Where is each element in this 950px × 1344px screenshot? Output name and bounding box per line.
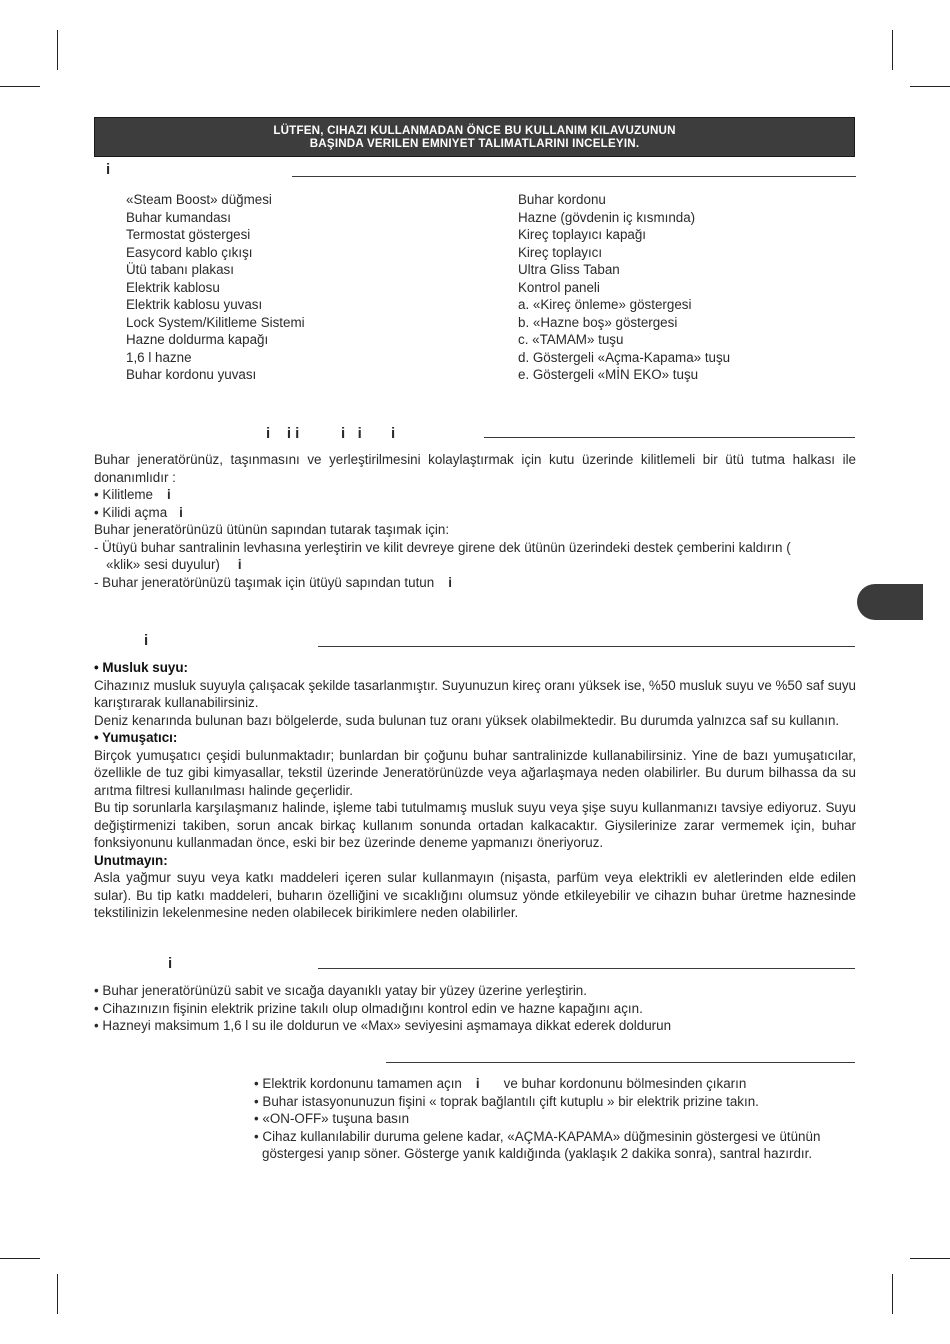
parts-item: 1,6 l hazne (126, 349, 192, 365)
section-heading-fill: i (168, 955, 173, 972)
transport-carry-intro: Buhar jeneratörünüzü ütünün sapından tutarak taşımak için: (94, 522, 450, 537)
parts-item: d. Göstergeli «Açma-Kapama» tuşu (518, 349, 731, 365)
transport-step-1-cont: «klik» sesi duyulur) i (106, 557, 242, 572)
parts-item: Buhar kumandası (126, 209, 231, 225)
crop-mark (910, 86, 950, 87)
parts-item: Easycord kablo çıkışı (126, 244, 253, 260)
parts-item: c. «TAMAM» tuşu (518, 332, 624, 347)
figure-ref-icon: i (179, 504, 183, 520)
transport-lock: • Kilitleme i (94, 487, 171, 502)
parts-item: Hazne (gövdenin iç kısmında) (518, 209, 696, 225)
parts-item: Kontrol paneli (518, 279, 600, 295)
parts-item: Buhar kordonu (518, 192, 606, 207)
figure-ref-icon: i (167, 487, 171, 502)
crop-mark (910, 1258, 950, 1259)
power-item: • «ON-OFF» tuşuna basın (254, 1111, 410, 1126)
banner-line-2: BAŞINDA VERILEN EMNIYET TALIMATLARINI INCELEYIN. (309, 137, 640, 150)
tap-water-p1: Cihazınız musluk suyuyla çalışacak şekilde tasarlanmıştır. Suyunuzun kireç oranı yüksek ise, %50 musluk suyu ve %50 saf suyu karıştırarak kullanabilirsiniz. (94, 677, 856, 710)
power-on-list (254, 1075, 820, 1163)
crop-mark (57, 30, 58, 70)
power-item-cont: göstergesi yanıp söner. Gösterge yanık kaldığında (yaklaşık 2 dakika sonra), santral hazırdır. (262, 1146, 813, 1161)
transport-step-2: - Buhar jeneratörünüzü taşımak için ütüyü sapından tutun i (94, 574, 452, 590)
parts-list-right (518, 191, 730, 384)
figure-ref-icon: i (448, 574, 452, 590)
parts-item: Lock System/Kilitleme Sistemi (126, 314, 305, 330)
transport-intro: Buhar jeneratörünüz, taşınmasını ve yerleştirilmesini kolaylaştırmak için kutu üzerinde kilitlemeli bir ütü tutma halkası ile donanımlıdır : (94, 452, 856, 485)
parts-item: Kireç toplayıcı (518, 244, 603, 260)
tap-water-title: • Musluk suyu: (94, 660, 188, 675)
crop-mark (57, 1274, 58, 1314)
parts-list-left (126, 191, 305, 384)
fill-item: • Cihazınızın fişinin elektrik prizine takılı olup olmadığını kontrol edin ve hazne kapağını açın. (94, 1000, 643, 1016)
power-item: • Buhar istasyonunuzun fişini « toprak bağlantılı çift kutuplu » bir elektrik prizine takın. (254, 1093, 759, 1109)
fill-list (94, 982, 856, 1035)
section-rule (318, 646, 855, 647)
section-heading-water: i (144, 632, 149, 649)
reminder-title: Unutmayın: (94, 852, 168, 868)
water-text (94, 659, 856, 922)
parts-item: Ultra Gliss Taban (518, 262, 620, 277)
language-tab (857, 584, 923, 620)
section-rule (484, 437, 855, 438)
softener-p1: Birçok yumuşatıcı çeşidi bulunmaktadır; bunlardan bir çoğunu buhar santralinizde kullanabilirsiniz. Yine de bazı yumuşatıcılar, özellikle de tuz gibi kimyasallar, tekstil üzerinde Jeneratörünüzde veya ağarlaşmaya neden olabilirler. Bu durum bilhassa da su arıtma filtresi kullanılması halinde geçerlidir. (94, 747, 856, 798)
power-item: • Cihaz kullanılabilir duruma gelene kadar, «AÇMA-KAPAMA» düğmesinin göstergesi ve ütünün (254, 1128, 821, 1144)
parts-item: a. «Kireç önleme» göstergesi (518, 297, 692, 312)
reminder-p: Asla yağmur suyu veya katkı maddeleri içeren sular kullanmayın (nişasta, parfüm veya elektrikli ev aletlerinden elde edilen sular). Bu tip katkı maddeleri, buharın özelliğini ve sıcaklığını olumsuz yönde etkileyebilir ve cihazın buhar üretme haznesinde tekstilinizin lekelenmesine neden olabilecek birikimlere neden olabilirler. (94, 870, 856, 920)
parts-item: b. «Hazne boş» göstergesi (518, 314, 678, 330)
section-rule (292, 176, 856, 177)
figure-ref-icon: i (237, 557, 242, 572)
figure-ref-icon: i (475, 1076, 480, 1091)
transport-unlock: • Kilidi açma i (94, 504, 183, 520)
parts-item: Buhar kordonu yuvası (126, 367, 257, 382)
crop-mark (892, 1274, 893, 1314)
parts-item: Kireç toplayıcı kapağı (518, 227, 647, 242)
softener-p2: Bu tip sorunlarla karşılaşmanız halinde, işleme tabi tutulmamış musluk suyu veya şişe suyu kullanmanızı tavsiye ediyoruz. Suyu değiştirmenizi takiben, sorun ancak birkaç kullanım sonunda ortadan kalkacaktır. Giysilerinize zarar vermemek için, buhar fonksiyonunu kullanmadan önce, eski bir bez üzerinde deneme yapmanızı öneriyoruz. (94, 800, 856, 850)
transport-text (94, 451, 856, 591)
tap-water-p2: Deniz kenarında bulunan bazı bölgelerde, suda bulunan tuz oranı yüksek olabilmektedir. Bu durumda yalnızca saf su kullanın. (94, 712, 840, 728)
parts-item: Elektrik kablosu yuvası (126, 297, 263, 312)
parts-item: Hazne doldurma kapağı (126, 332, 269, 347)
transport-step-1: - Ütüyü buhar santralinin levhasına yerleştirin ve kilit devreye girene dek ütünün üzerindeki destek çemberini kaldırın ( (94, 539, 791, 555)
crop-mark (0, 86, 40, 87)
parts-item: Ütü tabanı plakası (126, 262, 234, 277)
section-heading-transport: i i i i i i (266, 425, 396, 442)
power-item: • Elektrik kordonunu tamamen açın i ve buhar kordonunu bölmesinden çıkarın (254, 1076, 747, 1091)
fill-item: • Hazneyi maksimum 1,6 l su ile doldurun ve «Max» seviyesini aşmamaya dikkat ederek doldurun (94, 1018, 672, 1033)
crop-mark (892, 30, 893, 70)
crop-mark (0, 1258, 40, 1259)
section-rule (386, 1062, 855, 1063)
parts-item: e. Göstergeli «MİN EKO» tuşu (518, 367, 699, 382)
safety-banner (94, 117, 855, 157)
fill-item: • Buhar jeneratörünüzü sabit ve sıcağa dayanıklı yatay bir yüzey üzerine yerleştirin. (94, 983, 587, 998)
parts-item: Termostat göstergesi (126, 227, 251, 242)
parts-item: «Steam Boost» düğmesi (126, 192, 272, 207)
softener-title: • Yumuşatıcı: (94, 730, 178, 745)
section-heading-description: i (106, 161, 111, 178)
parts-item: Elektrik kablosu (126, 279, 220, 295)
section-rule (318, 968, 855, 969)
banner-line-1: LÜTFEN, CIHAZI KULLANMADAN ÖNCE BU KULLANIM KILAVUZUNUN (273, 123, 676, 137)
